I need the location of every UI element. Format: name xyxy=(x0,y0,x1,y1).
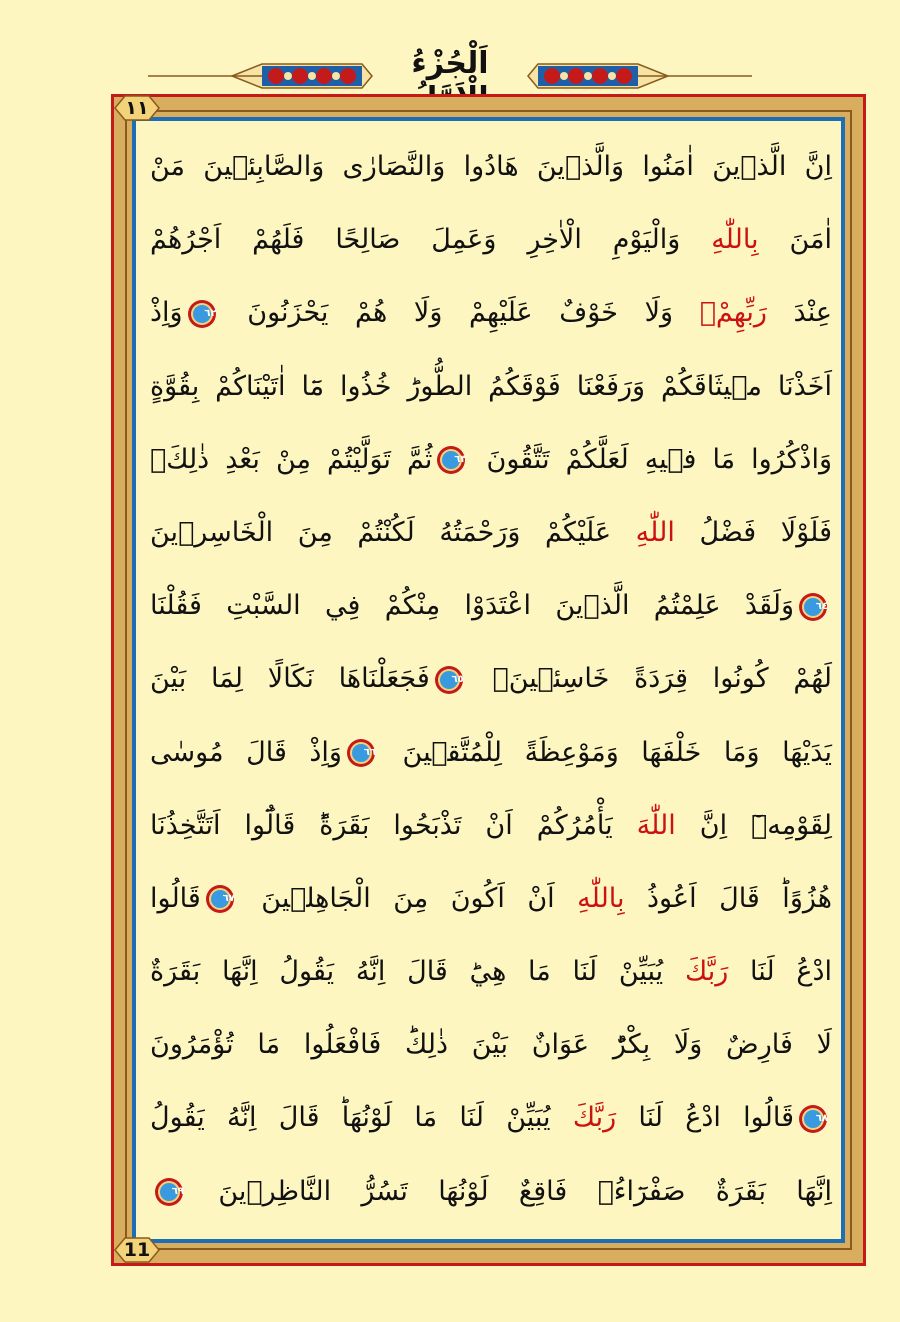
verse-text: وَلَقَدْ عَلِمْتُمُ الَّذٖينَ اعْتَدَوْا مِنْكُمْ فِي السَّبْتِ فَقُلْنَا xyxy=(150,590,794,622)
verse-text: يَدَيْهَا وَمَا خَلْفَهَا وَمَوْعِظَةً لِلْمُتَّقٖينَ xyxy=(402,736,832,768)
divine-name: اللّٰهَ xyxy=(636,809,676,841)
verse-text: ادْعُ لَنَا xyxy=(750,956,832,988)
verse-text: فَلَوْلَا فَضْلُ xyxy=(699,516,832,548)
left-ornament xyxy=(232,64,372,88)
text-line xyxy=(150,1155,832,1228)
verse-text: وَاِذْ قَالَ مُوسٰى xyxy=(150,736,342,768)
divine-name: رَبَّكَ xyxy=(572,1102,617,1134)
verse-text: اٰمَنَ xyxy=(789,224,832,256)
ayah-number: ٦٩ xyxy=(171,1186,184,1198)
text-line xyxy=(150,423,832,496)
verse-text: عَلَيْكُمْ وَرَحْمَتُهُ لَكُنْتُمْ مِنَ الْخَاسِرٖينَ xyxy=(150,516,612,548)
ayah-number: ٦٧ xyxy=(222,893,235,905)
verse-text: لَا فَارِضٌ وَلَا بِكْرٌؕ عَوَانٌ بَيْنَ ذٰلِكَؕ فَافْعَلُوا مَا تُؤْمَرُونَ xyxy=(150,1029,832,1061)
text-line xyxy=(150,350,832,423)
ayah-marker xyxy=(798,592,828,622)
verse-text: اِنَّ الَّذٖينَ اٰمَنُوا وَالَّذٖينَ هَادُوا وَالنَّصَارٰى وَالصَّابِئٖينَ مَنْ xyxy=(150,151,832,182)
ayah-marker xyxy=(187,299,217,329)
text-line xyxy=(150,569,832,642)
ayah-marker xyxy=(205,884,235,914)
verse-text: هُزُوًاؕ قَالَ اَعُوذُ xyxy=(647,882,832,914)
verse-text: لَهُمْ كُونُوا قِرَدَةً خَاسِئٖينَۚ xyxy=(492,663,832,695)
verse-text: ثُمَّ تَوَلَّيْتُمْ مِنْ بَعْدِ ذٰلِكَۚ xyxy=(150,443,433,475)
page-number-badge-bottom xyxy=(113,1236,161,1264)
ayah-number: ٦٦ xyxy=(363,747,376,758)
text-line xyxy=(150,203,832,276)
text-line xyxy=(150,716,832,789)
verse-text: قَالُوا xyxy=(150,882,201,914)
verse-text: يُبَيِّنْ لَنَا مَا لَوْنُهَاؕ قَالَ اِنَّهُ يَقُولُ xyxy=(150,1102,551,1134)
page-number-bottom: 11 xyxy=(123,1239,151,1261)
ayah-number: ٦٣ xyxy=(454,454,467,466)
page-number-top: ١١ xyxy=(125,97,149,119)
text-line xyxy=(150,935,832,1008)
ayah-marker xyxy=(346,738,376,768)
page-number-badge-top xyxy=(113,94,161,122)
text-line xyxy=(150,789,832,862)
verse-text: فَجَعَلْنَاهَا نَكَالًا لِمَا بَيْنَ xyxy=(150,663,430,695)
quran-text xyxy=(150,130,832,1230)
verse-text: لِقَوْمِهٖٓ اِنَّ xyxy=(699,809,833,841)
divine-name: بِاللّٰهِ xyxy=(711,224,759,256)
text-line xyxy=(150,1008,832,1081)
text-line xyxy=(150,276,832,349)
verse-text: وَاذْكُرُوا مَا فٖيهِ لَعَلَّكُمْ تَتَّقُونَ xyxy=(486,443,833,475)
verse-text: وَاِذْ xyxy=(150,297,183,329)
text-line xyxy=(150,1081,832,1154)
verse-text: عِنْدَ xyxy=(793,297,832,329)
ayah-number: ٦٥ xyxy=(451,673,464,685)
verse-text: اَخَذْنَا مٖيثَاقَكُمْ وَرَفَعْنَا فَوْقَكُمُ الطُّورَؕ خُذُوا مَٓا اٰتَيْنَاكُمْ بِقُوَّةٍ xyxy=(150,370,832,402)
ayah-marker xyxy=(798,1104,828,1134)
text-line xyxy=(150,642,832,715)
ayah-number: ٦٨ xyxy=(815,1112,828,1124)
divine-name: اللّٰهِ xyxy=(635,516,675,548)
page-header xyxy=(0,0,900,100)
ayah-number: ٦٤ xyxy=(815,600,828,612)
juz-title: اَلْجُزْءُ xyxy=(411,46,489,81)
verse-text: يُبَيِّنْ لَنَا مَا هِيَؕ قَالَ اِنَّهُ يَقُولُ اِنَّهَا بَقَرَةٌ xyxy=(150,956,664,988)
verse-text: اِنَّهَا بَقَرَةٌ صَفْرَٓاءُۙ فَاقِعٌ لَوْنُهَا تَسُرُّ النَّاظِرٖينَ xyxy=(218,1175,832,1207)
divine-name: رَبِّهِمْۚ xyxy=(699,297,767,329)
divine-name: بِاللّٰهِ xyxy=(577,882,625,914)
verse-text: اَنْ اَكُونَ مِنَ الْجَاهِلٖينَ xyxy=(261,882,555,914)
ayah-marker xyxy=(434,665,464,695)
verse-text: وَالْيَوْمِ الْاٰخِرِ وَعَمِلَ صَالِحًا فَلَهُمْ اَجْرُهُمْ xyxy=(150,224,681,256)
text-line xyxy=(150,862,832,935)
verse-text: وَلَا خَوْفٌ عَلَيْهِمْ وَلَا هُمْ يَحْزَنُونَ xyxy=(247,297,674,329)
divine-name: رَبَّكَ xyxy=(684,956,729,988)
verse-text: يَأْمُرُكُمْ اَنْ تَذْبَحُوا بَقَرَةًؕ قَالُٓوا اَتَتَّخِذُنَا xyxy=(150,809,613,841)
text-line xyxy=(150,130,832,203)
ayah-marker xyxy=(154,1177,184,1207)
ayah-number: ٦٢ xyxy=(204,307,217,319)
ayah-marker xyxy=(436,445,466,475)
verse-text: قَالُوا ادْعُ لَنَا xyxy=(638,1102,794,1134)
text-line xyxy=(150,496,832,569)
